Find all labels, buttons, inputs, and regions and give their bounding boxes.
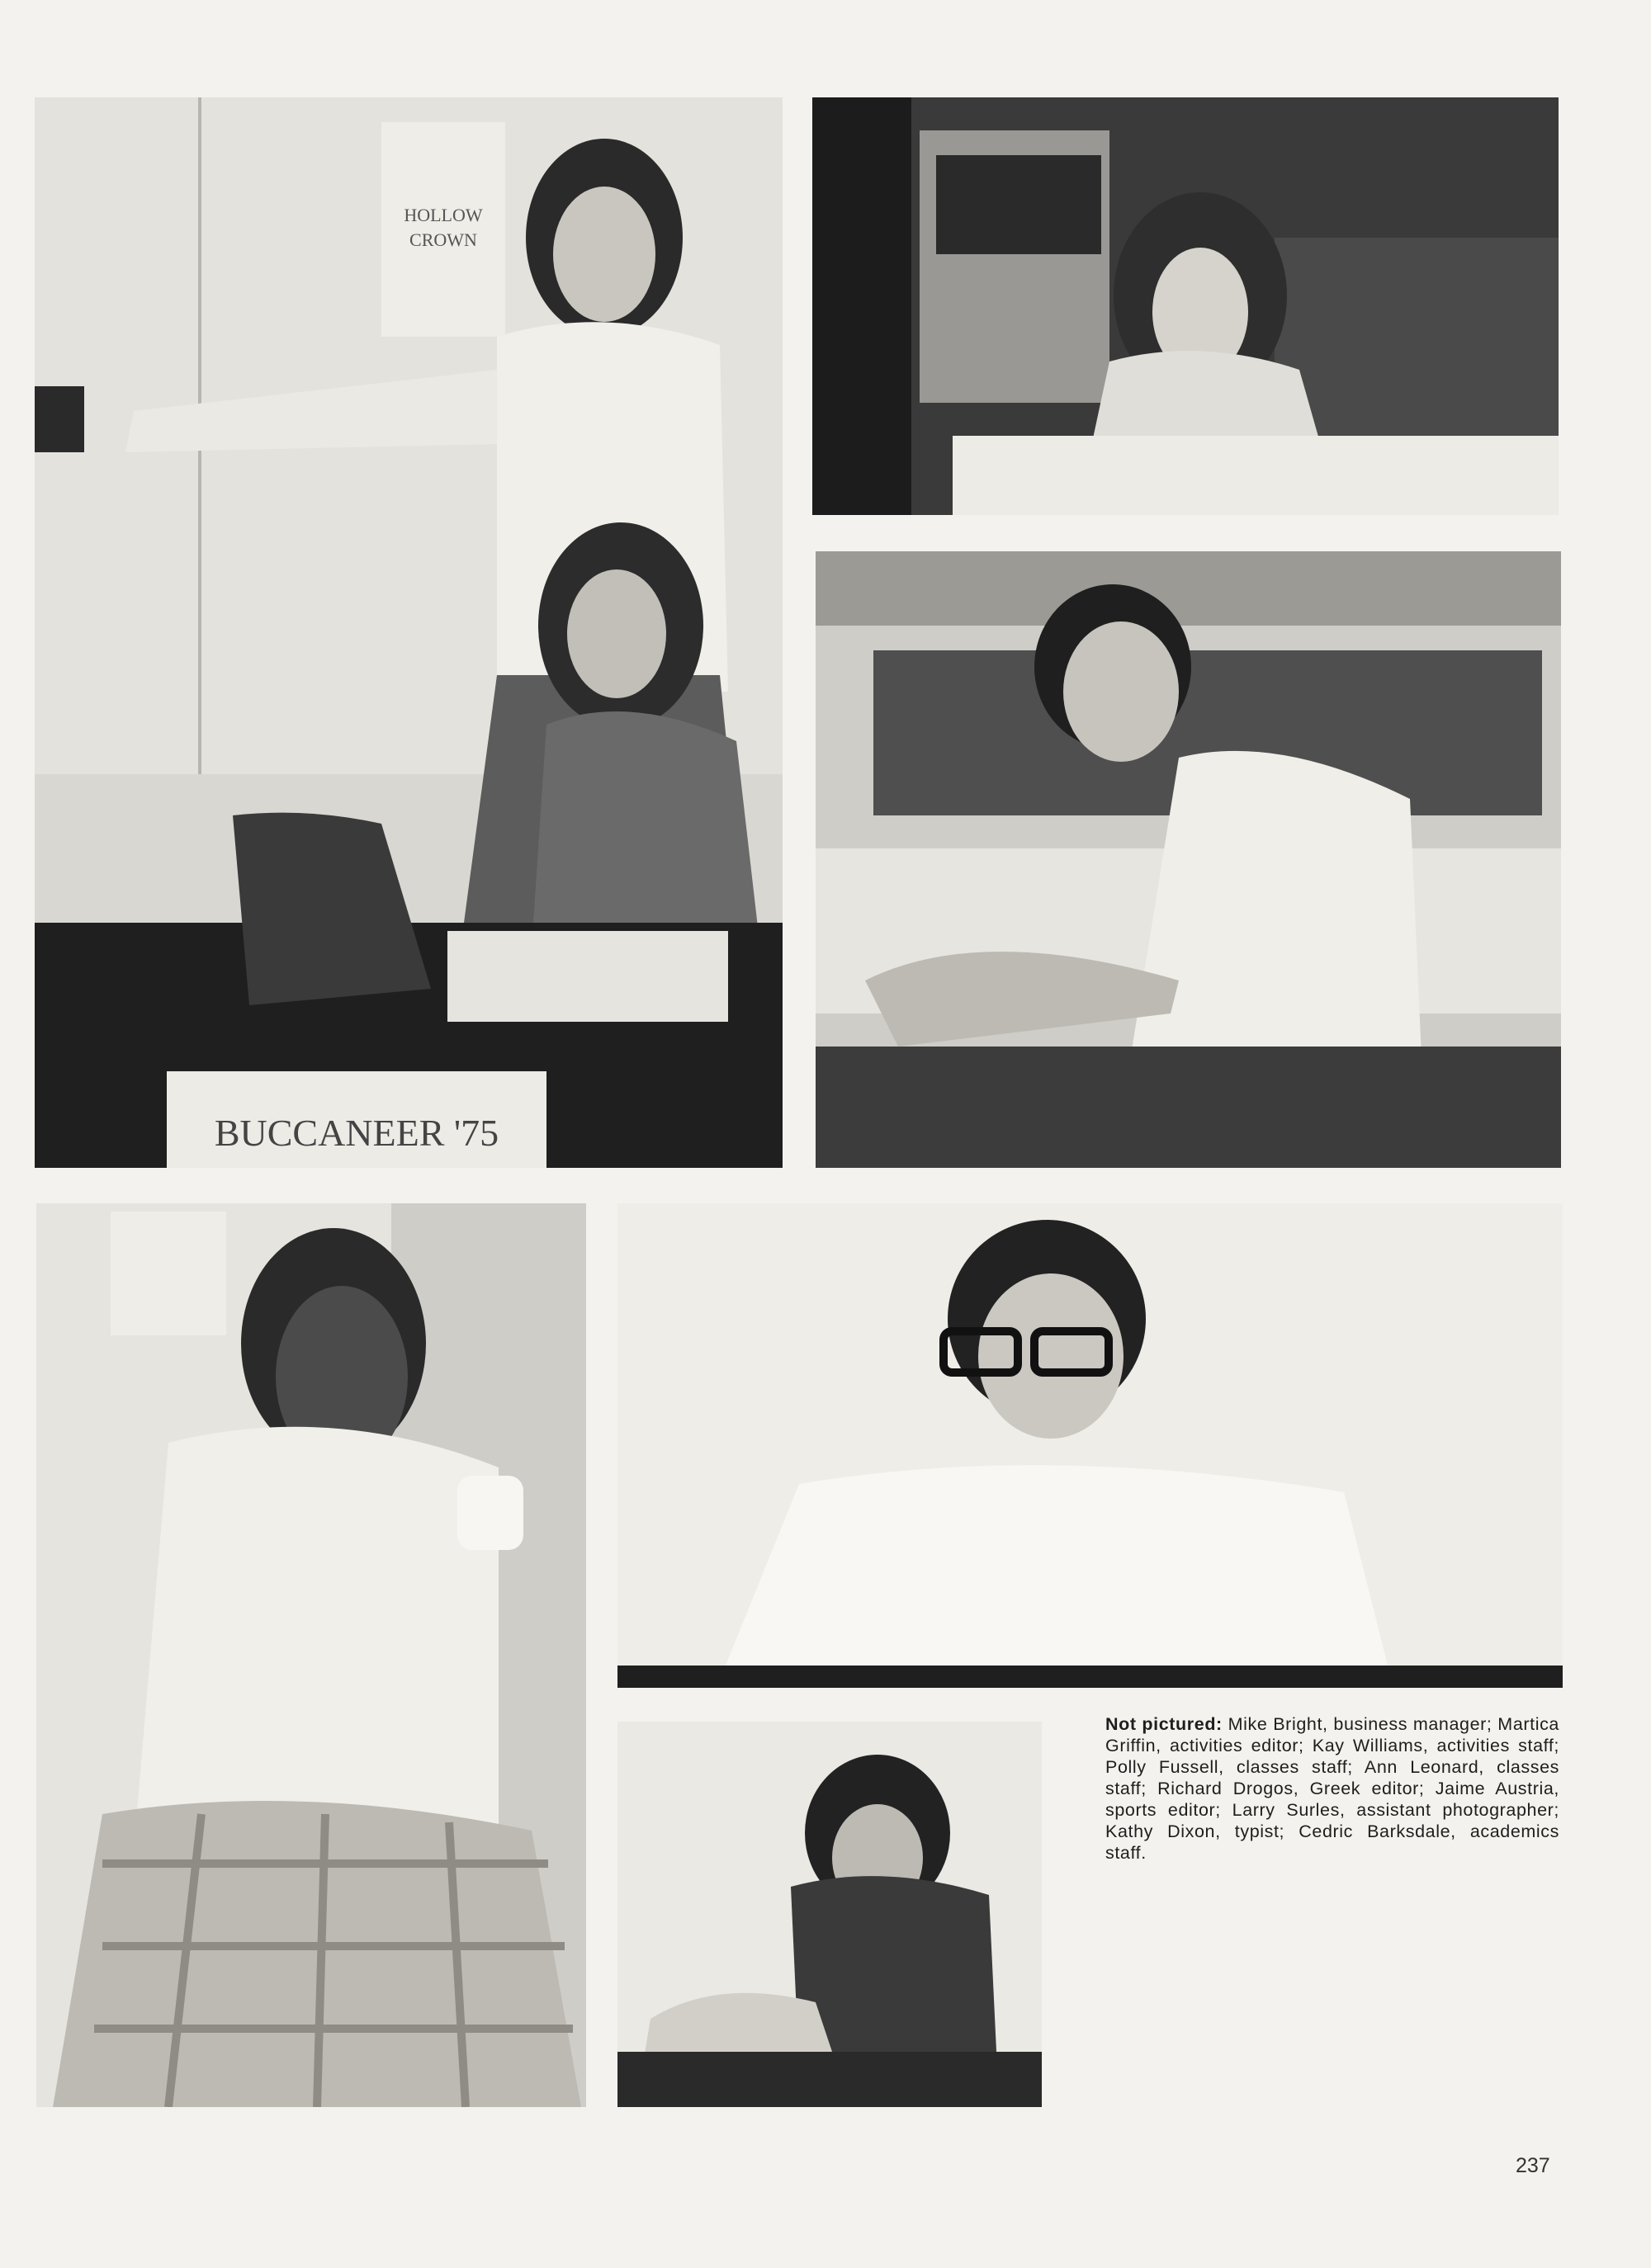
photo-student-with-headscarf [812, 97, 1559, 515]
photo-two-students-at-desk [35, 97, 783, 1168]
photo-student-with-cup [36, 1203, 586, 2107]
photo-student-with-glasses [617, 1203, 1563, 1688]
caption-lead: Not pictured: [1105, 1714, 1223, 1734]
svg-text:HOLLOW: HOLLOW [404, 205, 483, 225]
svg-text:BUCCANEER '75: BUCCANEER '75 [214, 1112, 499, 1154]
svg-text:CROWN: CROWN [409, 229, 477, 250]
photo-student-in-patterned-top [617, 1722, 1042, 2107]
photo-student-writing-by-window [816, 551, 1561, 1168]
not-pictured-caption [1105, 1713, 1559, 1864]
page-number: 237 [1516, 2154, 1550, 2177]
caption-body: Mike Bright, business manager; Martica Griffin, activities editor; Kay Williams, activities staff; Polly Fussell, classes staff; Ann Leonard, classes staff; Richard Drogos, Greek editor; Jaime Austria, sports editor; Larry Surles, assistant photographer; Kathy Dixon, typist; Cedric Barksdale, academics staff. [1105, 1714, 1559, 1863]
